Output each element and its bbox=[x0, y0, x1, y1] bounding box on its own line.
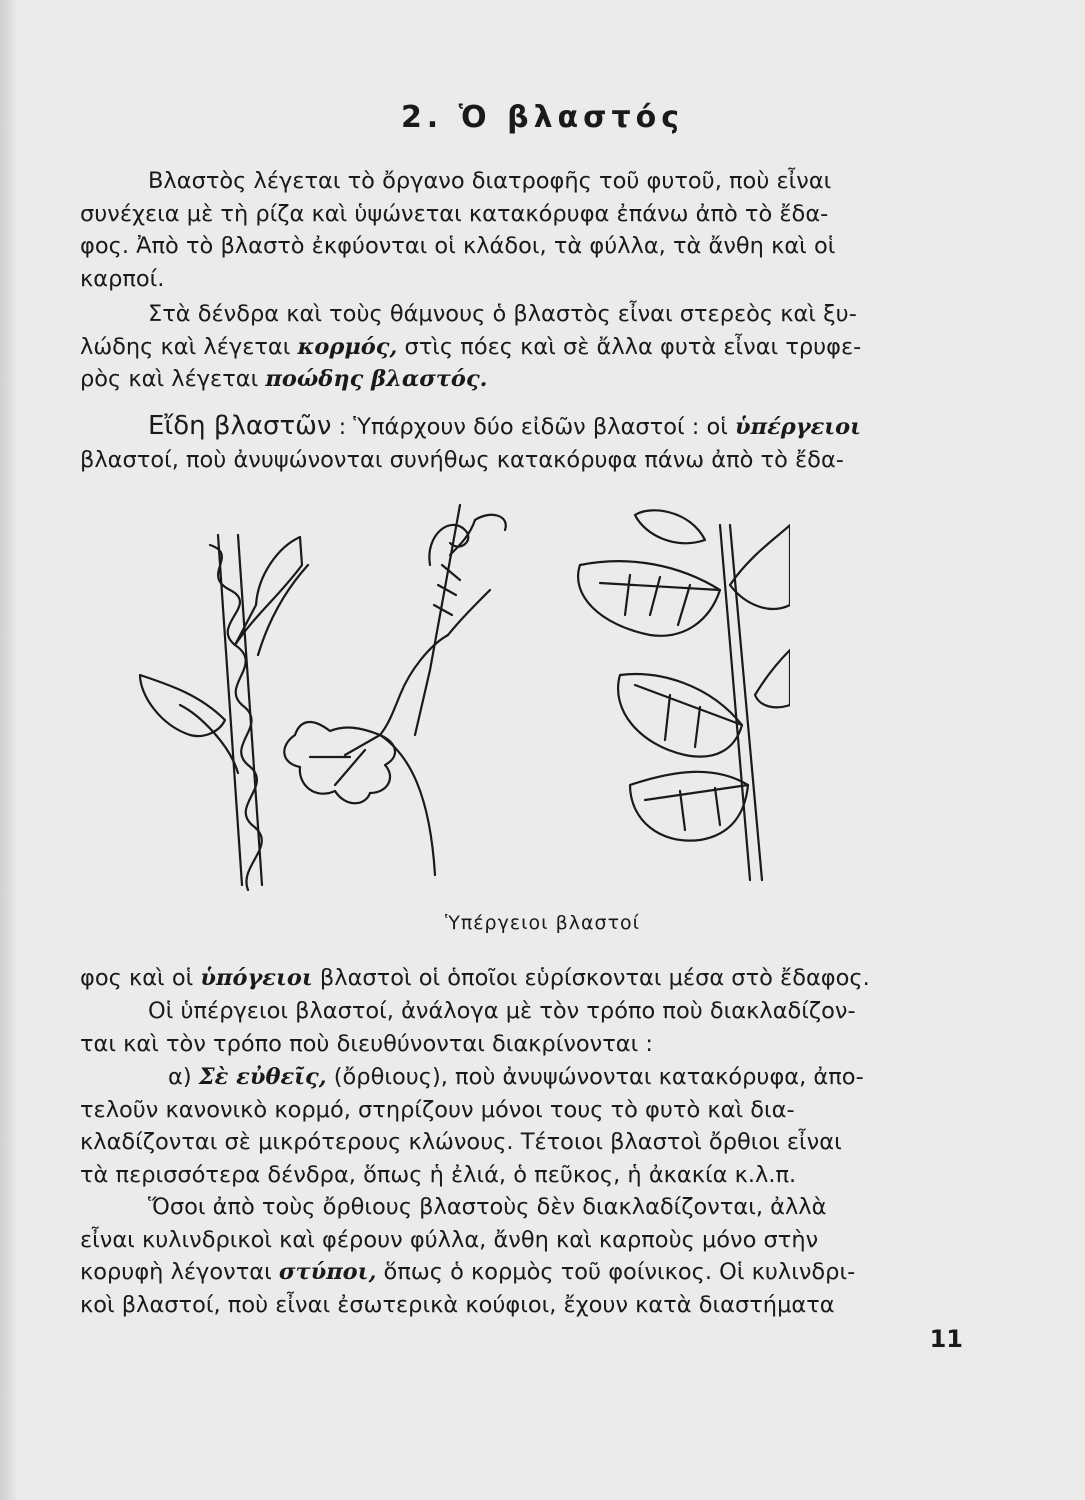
paragraph-upright bbox=[80, 1061, 960, 1191]
text-line: βλαστοί, ποὺ ἀνυψώνονται συνήθως κατακόρυφα πάνω ἀπὸ τὸ ἔδα- bbox=[80, 446, 844, 473]
text-span: στὶς πόες καὶ σὲ ἄλλα φυτὰ εἶναι τρυφε- bbox=[397, 333, 862, 360]
text-span: (ὄρθιους), ποὺ ἀνυψώνονται κατακόρυφα, ἀπο- bbox=[326, 1064, 864, 1090]
text-line: κλαδίζονται σὲ μικρότερους κλώνους. Τέτοιοι βλαστοὶ ὄρθιοι εἶναι bbox=[80, 1129, 842, 1155]
text-line: τὰ περισσότερα δένδρα, ὅπως ἡ ἐλιά, ὁ πεῦκος, ἡ ἀκακία κ.λ.π. bbox=[80, 1161, 797, 1188]
text-line: εἶναι κυλινδρικοὶ καὶ φέρουν φύλλα, ἄνθη καὶ καρποὺς μόνο στὴν bbox=[80, 1226, 819, 1253]
text-span: α) bbox=[168, 1064, 199, 1090]
term-stipoi: στύποι, bbox=[278, 1259, 377, 1285]
climbing-vine-drawing bbox=[284, 505, 505, 875]
subheading-types: Εἴδη βλαστῶν bbox=[148, 411, 332, 441]
text-line: καρποί. bbox=[80, 265, 165, 292]
paragraph-trunk bbox=[80, 298, 960, 396]
text-line: συνέχεια μὲ τὴ ρίζα καὶ ὑψώνεται κατακόρυφα ἐπάνω ἀπὸ τὸ ἔδα- bbox=[80, 200, 829, 227]
text-line: Βλαστὸς λέγεται τὸ ὄργανο διατροφῆς τοῦ φυτοῦ, ποὺ εἶναι bbox=[148, 168, 832, 194]
twining-stem-drawing bbox=[140, 535, 308, 890]
paragraph-classification bbox=[80, 995, 960, 1060]
text-line: Στὰ δένδρα καὶ τοὺς θάμνους ὁ βλαστὸς εἶναι στερεὸς καὶ ξυ- bbox=[148, 301, 857, 327]
text-line: ται καὶ τὸν τρόπο ποὺ διευθύνονται διακρίνονται : bbox=[80, 1030, 653, 1057]
text-span: κορυφὴ λέγονται bbox=[80, 1259, 279, 1285]
term-eftheis: Σὲ εὐθεῖς, bbox=[198, 1064, 327, 1090]
text-line: φος. Ἀπὸ τὸ βλαστὸ ἐκφύονται οἱ κλάδοι, τὰ φύλλα, τὰ ἄνθη καὶ οἱ bbox=[80, 233, 836, 259]
text-span: ὅπως ὁ κορμὸς τοῦ φοίνικος. Οἱ κυλινδρι- bbox=[376, 1259, 856, 1285]
paragraph-stipoi bbox=[80, 1191, 960, 1321]
term-kormos: κορμός, bbox=[297, 333, 398, 360]
section-title: 2. Ὁ βλαστός bbox=[400, 100, 685, 135]
figure-caption: Ὑπέργειοι βλαστοί bbox=[444, 912, 641, 934]
term-poodis: ποώδης βλαστός. bbox=[265, 366, 488, 392]
text-line: τελοῦν κανονικὸ κορμό, στηρίζουν μόνοι τους τὸ φυτὸ καὶ δια- bbox=[80, 1096, 795, 1123]
paragraph-definition bbox=[80, 165, 960, 295]
text-line: Ὅσοι ἀπὸ τοὺς ὄρθιους βλαστοὺς δὲν διακλαδίζονται, ἀλλὰ bbox=[148, 1194, 827, 1220]
text-span: βλαστοὶ οἱ ὁποῖοι εὑρίσκονται μέσα στὸ ἔδαφος. bbox=[312, 965, 870, 991]
text-line: Οἱ ὑπέργειοι βλαστοί, ἀνάλογα μὲ τὸν τρόπο ποὺ διακλαδίζον- bbox=[148, 998, 856, 1024]
paragraph-types bbox=[80, 410, 960, 476]
text-span: λώδης καὶ λέγεται bbox=[80, 333, 298, 360]
term-ypergeioi: ὑπέργειοι bbox=[735, 414, 862, 440]
page-number: 11 bbox=[929, 1325, 963, 1353]
upright-stem-drawing bbox=[578, 510, 790, 880]
text-span: ρὸς καὶ λέγεται bbox=[80, 366, 266, 392]
page-edge bbox=[0, 0, 18, 1500]
text-line: κοὶ βλαστοί, ποὺ εἶναι ἐσωτερικὰ κούφιοι, ἔχουν κατὰ διαστήματα bbox=[80, 1291, 835, 1318]
figure-stems-illustration bbox=[130, 495, 790, 905]
text-span: φος καὶ οἱ bbox=[80, 965, 201, 991]
paragraph-underground bbox=[80, 962, 960, 995]
term-ypogeioi: ὑπόγειοι bbox=[200, 965, 313, 991]
text-span: : Ὑπάρχουν δύο εἰδῶν βλαστοί : οἱ bbox=[331, 414, 736, 440]
